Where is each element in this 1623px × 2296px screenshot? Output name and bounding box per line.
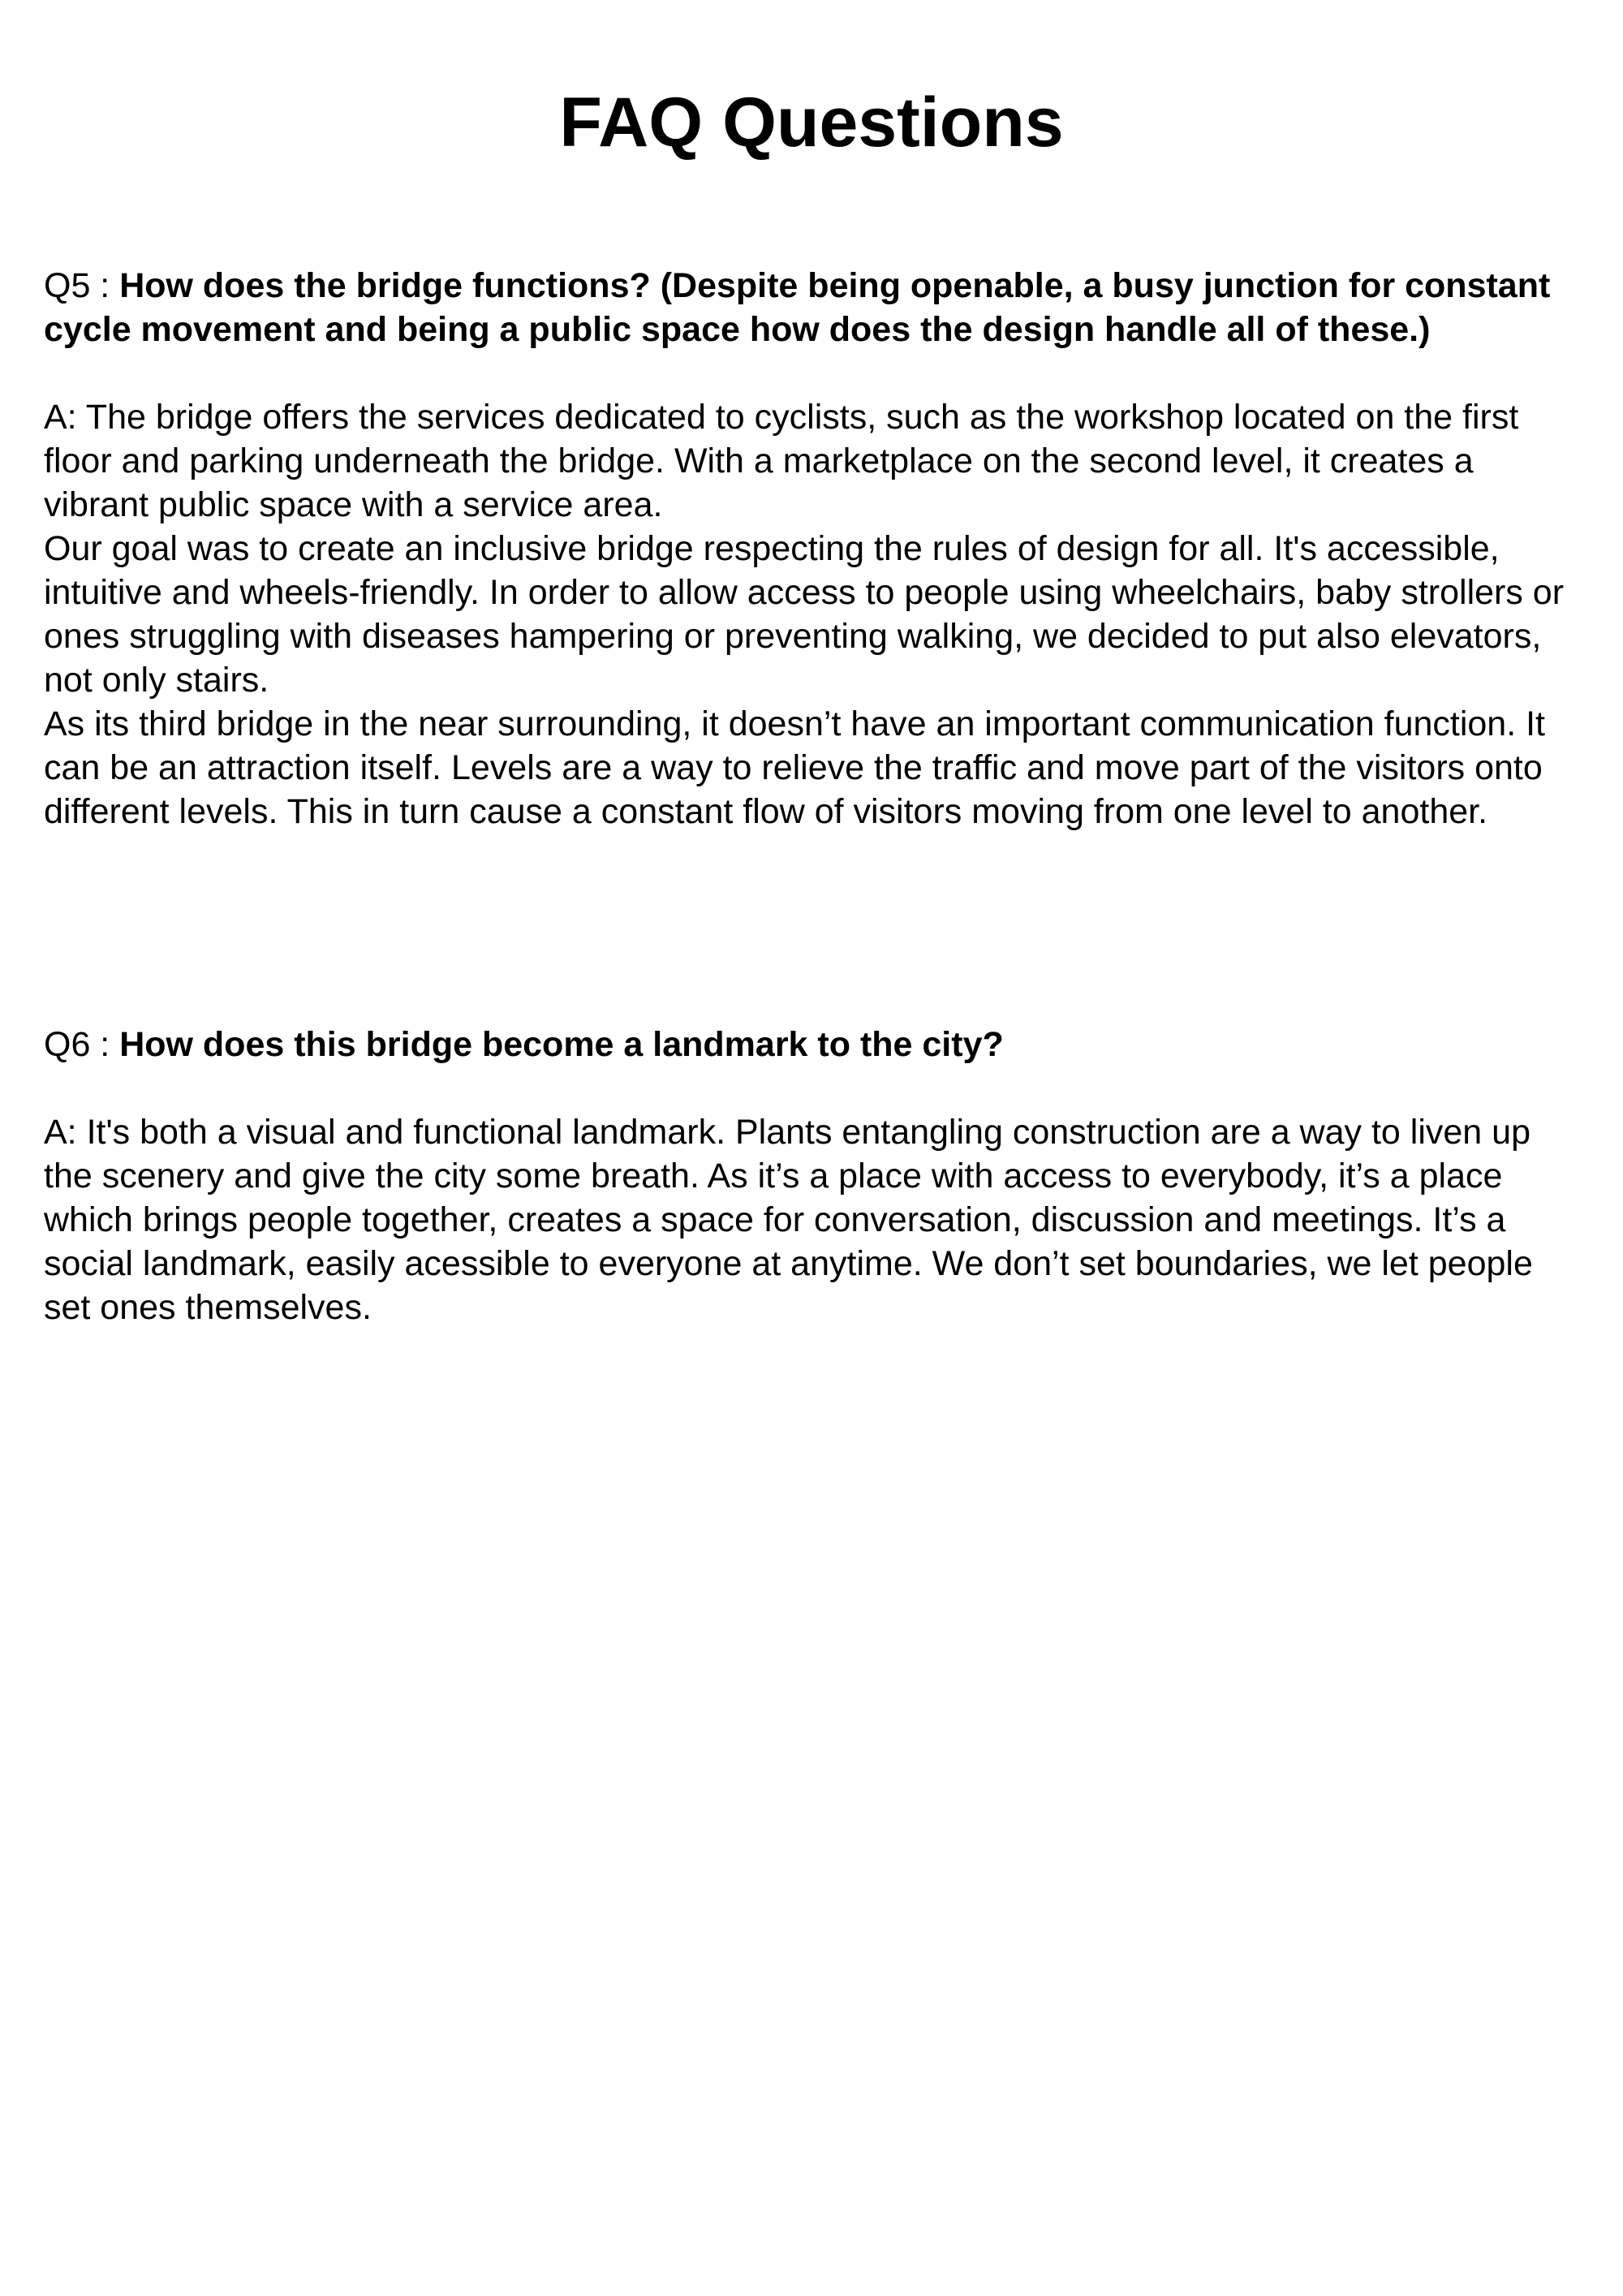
- question-text: How does this bridge become a landmark to the city?: [119, 1025, 1004, 1064]
- answer-paragraph: As its third bridge in the near surrounding, it doesn’t have an important communication function. It can be an attraction itself. Levels are a way to relieve the traffic and move part of the visitors onto different levels. This in turn cause a constant flow of visitors moving from one level to another.: [44, 704, 1546, 831]
- answer-paragraph: A: It's both a visual and functional landmark. Plants entangling construction are a way to liven up the scenery and give the city some breath. As it’s a place with access to everybody, it’s a place which brings people together, creates a space for conversation, discussion and meetings. It’s a social landmark, easily acessible to everyone at anytime. We don’t set boundaries, we let people set ones themselves.: [44, 1113, 1533, 1327]
- question-prefix: Q6 :: [44, 1025, 120, 1064]
- answer-paragraph: A: The bridge offers the services dedicated to cyclists, such as the workshop located on the first floor and parking underneath the bridge. With a marketplace on the second level, it creates a vibrant public space with a service area.: [44, 398, 1519, 524]
- question-prefix: Q5 :: [44, 266, 120, 305]
- answer-paragraph: Our goal was to create an inclusive bridge respecting the rules of design for all. It's accessible, intuitive and wheels-friendly. In order to allow access to people using wheelchairs, baby strollers or ones struggling with diseases hampering or preventing walking, we decided to put also elevators, not only stairs.: [44, 529, 1565, 700]
- question-text: How does the bridge functions? (Despite being openable, a busy junction for constant cycle movement and being a public space how does the design handle all of these.): [44, 266, 1551, 349]
- question-q6: [44, 1023, 1586, 1066]
- page-title: FAQ Questions: [559, 84, 1064, 162]
- answer-q5: [44, 395, 1586, 834]
- faq-item-q5: [44, 264, 1586, 834]
- question-q5: [44, 264, 1586, 351]
- answer-q6: [44, 1110, 1586, 1329]
- faq-item-q6: [44, 1023, 1586, 1329]
